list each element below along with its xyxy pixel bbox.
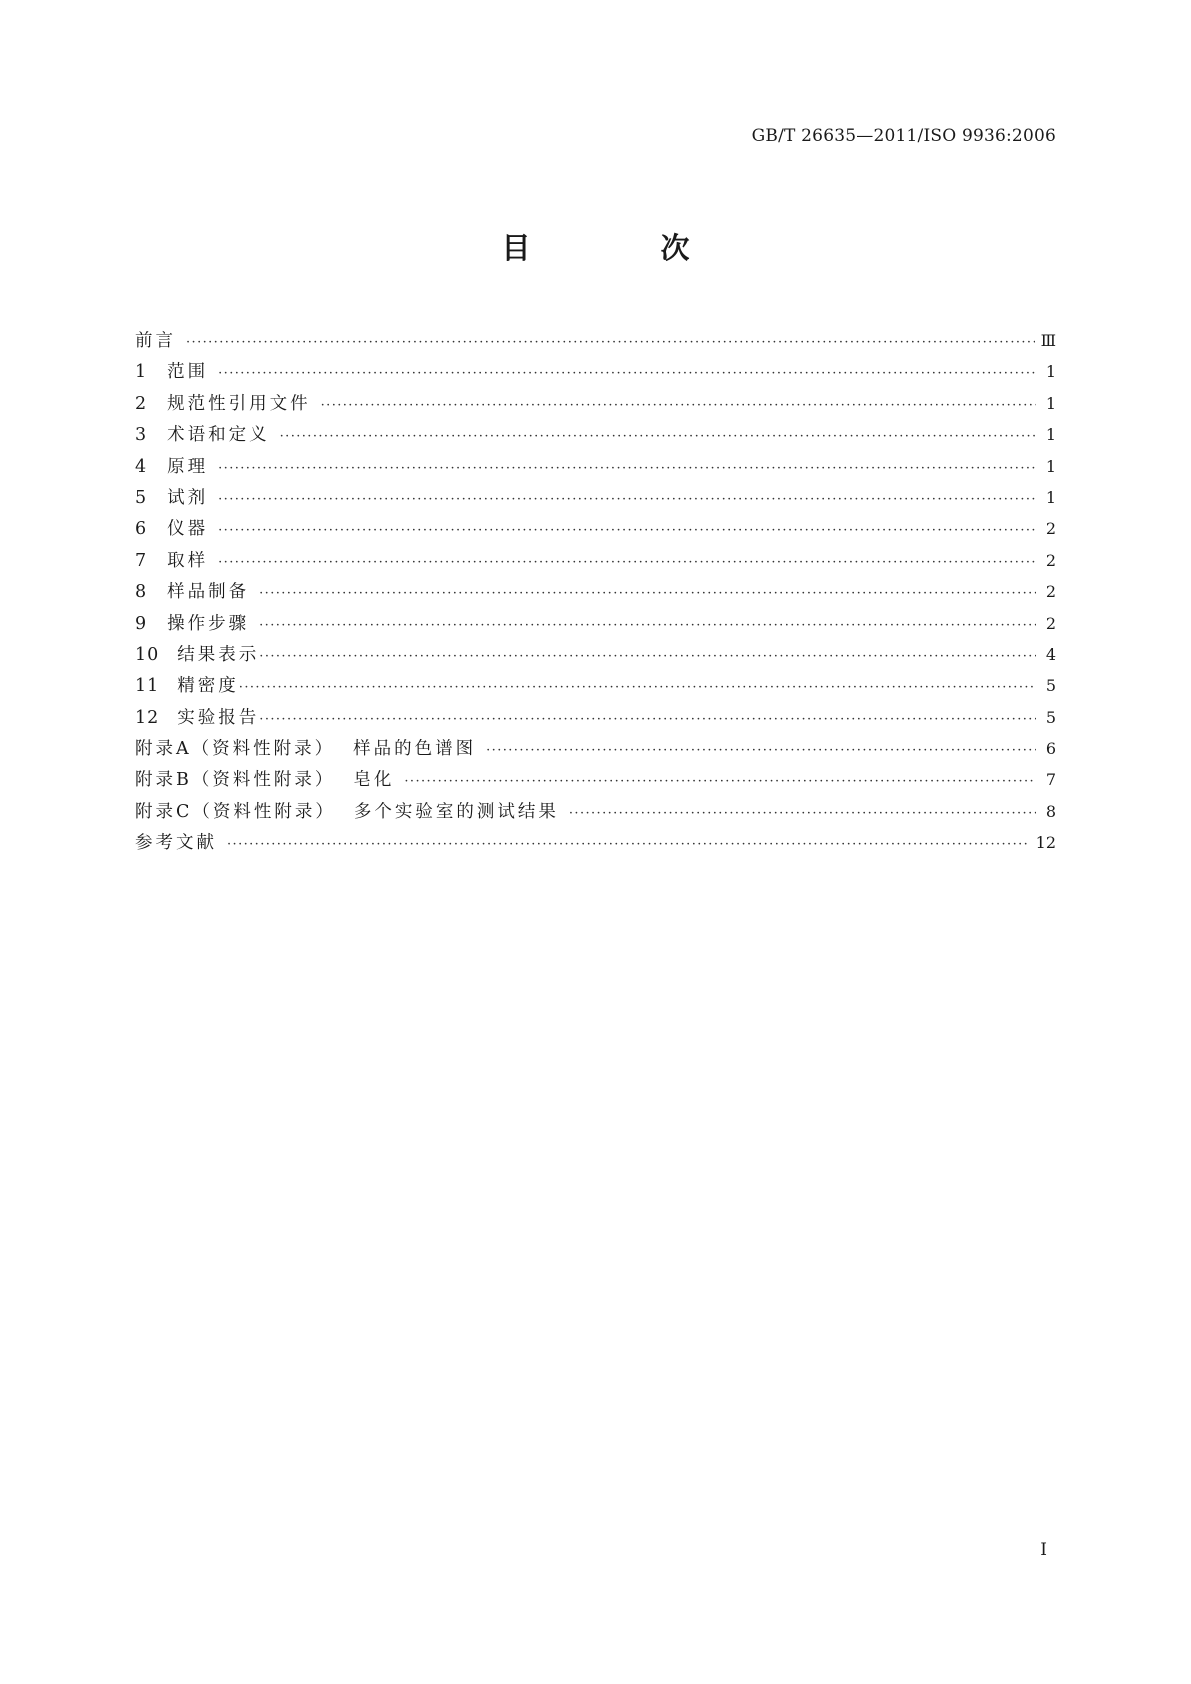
toc-entry-page: 2 (1045, 519, 1056, 539)
toc-entry-bibliography[interactable] (135, 829, 1056, 860)
toc-entry-label: 前言 (135, 331, 176, 351)
toc-entry-10[interactable] (135, 641, 1056, 672)
toc-entry-11[interactable] (135, 672, 1056, 703)
toc-leader-dots (404, 774, 1036, 789)
toc-entry-page: Ⅲ (1040, 331, 1056, 350)
toc-title: 目 次 (501, 231, 750, 265)
toc-entry-number: 5 (135, 487, 148, 508)
toc-entry-4[interactable] (135, 453, 1056, 484)
toc-leader-dots (321, 398, 1036, 413)
toc-entry-6[interactable] (135, 515, 1056, 546)
toc-entry-page: 2 (1045, 550, 1056, 570)
toc-entry-number: 10 (135, 644, 160, 665)
table-of-contents (135, 327, 1056, 861)
toc-entry-3[interactable] (135, 421, 1056, 452)
toc-entry-page: 1 (1045, 425, 1056, 445)
toc-entry-sublabel: 多个实验室的测试结果 (353, 801, 559, 822)
toc-leader-dots (218, 523, 1036, 538)
toc-entry-page: 6 (1045, 739, 1056, 759)
toc-entry-page: 5 (1045, 707, 1056, 727)
page-number: I (1040, 1540, 1047, 1560)
toc-entry-page: 5 (1045, 676, 1056, 696)
toc-leader-dots (227, 837, 1030, 852)
toc-entry-number: 7 (135, 550, 148, 571)
toc-leader-dots (218, 366, 1036, 381)
toc-entry-foreword[interactable] (135, 327, 1056, 358)
toc-entry-label: 原理 (167, 456, 209, 477)
toc-entry-label: 附录C（资料性附录） (135, 801, 336, 822)
toc-entry-7[interactable] (135, 547, 1056, 578)
toc-entry-label: 规范性引用文件 (167, 393, 311, 414)
toc-entry-9[interactable] (135, 610, 1056, 641)
toc-entry-page: 1 (1045, 456, 1056, 476)
toc-leader-dots (259, 712, 1036, 727)
toc-entry-sublabel: 皂化 (353, 770, 395, 791)
toc-entry-1[interactable] (135, 358, 1056, 389)
toc-leader-dots (259, 618, 1036, 633)
toc-entry-number: 11 (135, 676, 160, 697)
toc-entry-number: 2 (135, 393, 148, 414)
toc-entry-page: 12 (1035, 833, 1056, 853)
toc-entry-2[interactable] (135, 390, 1056, 421)
toc-entry-label: 实验报告 (177, 707, 260, 728)
toc-entry-number: 4 (135, 456, 148, 477)
toc-entry-number: 9 (135, 613, 148, 634)
toc-entry-8[interactable] (135, 578, 1056, 609)
toc-leader-dots (259, 649, 1036, 664)
toc-entry-5[interactable] (135, 484, 1056, 515)
toc-entry-label: 精密度 (177, 676, 239, 697)
toc-entry-page: 2 (1045, 613, 1056, 633)
toc-entry-number: 12 (135, 707, 160, 728)
toc-leader-dots (218, 461, 1036, 476)
toc-entry-label: 参考文献 (135, 833, 217, 854)
toc-entry-annex-c[interactable] (135, 798, 1056, 829)
toc-entry-number: 3 (135, 425, 148, 446)
toc-entry-page: 1 (1045, 362, 1056, 382)
toc-entry-page: 1 (1045, 487, 1056, 507)
toc-entry-label: 操作步骤 (167, 613, 250, 634)
toc-entry-label: 仪器 (167, 519, 209, 540)
toc-leader-dots (486, 743, 1036, 758)
toc-entry-label: 取样 (167, 550, 209, 571)
toc-entry-sublabel: 样品的色谱图 (353, 739, 477, 760)
toc-entry-annex-b[interactable] (135, 766, 1056, 797)
toc-entry-annex-a[interactable] (135, 735, 1056, 766)
toc-entry-label: 样品制备 (167, 582, 250, 603)
toc-entry-page: 1 (1045, 393, 1056, 413)
toc-entry-label: 附录B（资料性附录） (135, 770, 336, 791)
toc-entry-page: 8 (1045, 801, 1056, 821)
toc-entry-page: 4 (1045, 644, 1056, 664)
toc-entry-number: 8 (135, 582, 148, 603)
toc-entry-page: 2 (1045, 582, 1056, 602)
toc-entry-page: 7 (1045, 770, 1056, 790)
toc-entry-label: 试剂 (167, 487, 209, 508)
toc-entry-label: 附录A（资料性附录） (135, 739, 336, 760)
toc-leader-dots (239, 680, 1036, 695)
toc-entry-number: 1 (135, 362, 148, 383)
toc-entry-label: 范围 (167, 362, 209, 383)
toc-leader-dots (186, 335, 1035, 350)
toc-entry-number: 6 (135, 519, 148, 540)
toc-leader-dots (218, 492, 1036, 507)
standard-code: GB/T 26635—2011/ISO 9936:2006 (751, 126, 1056, 146)
toc-leader-dots (280, 429, 1036, 444)
toc-leader-dots (259, 586, 1036, 601)
toc-leader-dots (569, 806, 1036, 821)
toc-entry-12[interactable] (135, 704, 1056, 735)
toc-entry-label: 术语和定义 (167, 425, 270, 446)
toc-entry-label: 结果表示 (177, 644, 260, 665)
toc-leader-dots (218, 555, 1036, 570)
